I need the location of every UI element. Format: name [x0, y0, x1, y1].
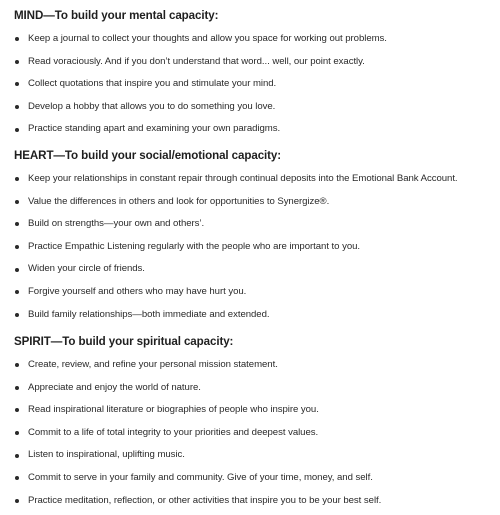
bullet-icon: [15, 268, 19, 272]
list-item-text: Build family relationships—both immediate and extended.: [28, 308, 270, 320]
list-item-text: Read voraciously. And if you don’t understand that word... well, our point exactly.: [28, 55, 365, 67]
list-item: [14, 467, 494, 490]
bullet-icon: [15, 60, 19, 64]
list-item-text: Practice meditation, reflection, or other activities that inspire you to be your best self.: [28, 494, 382, 506]
list-item-text: Practice Empathic Listening regularly with the people who are important to you.: [28, 240, 361, 252]
list-item: [14, 191, 494, 214]
bullet-icon: [15, 408, 19, 412]
list-item: [14, 490, 494, 513]
bullet-icon: [15, 128, 19, 132]
bullet-list-mind: [14, 28, 494, 141]
section-mind: [14, 8, 494, 141]
bullet-icon: [15, 476, 19, 480]
list-item-text: Collect quotations that inspire you and stimulate your mind.: [28, 78, 277, 90]
list-item: [14, 444, 494, 467]
bullet-icon: [15, 105, 19, 109]
bullet-icon: [15, 313, 19, 317]
list-item-text: Build on strengths—your own and others’.: [28, 218, 205, 230]
list-item: [14, 236, 494, 259]
list-item-text: Read inspirational literature or biographies of people who inspire you.: [28, 404, 319, 416]
list-item-text: Listen to inspirational, uplifting music.: [28, 449, 185, 461]
list-item: [14, 73, 494, 96]
list-item-text: Appreciate and enjoy the world of nature.: [28, 381, 201, 393]
bullet-icon: [15, 37, 19, 41]
section-heading-heart: HEART—To build your social/emotional capacity:: [14, 149, 282, 162]
list-item-text: Keep your relationships in constant repair through continual deposits into the Emotional Bank Account.: [28, 173, 458, 184]
list-item-text: Commit to a life of total integrity to your priorities and deepest values.: [28, 426, 319, 438]
section-heading-mind: MIND—To build your mental capacity:: [14, 9, 219, 22]
bullet-icon: [15, 290, 19, 294]
section-spirit: [14, 334, 494, 512]
bullet-icon: [15, 245, 19, 249]
list-item: [14, 304, 494, 327]
bullet-icon: [15, 431, 19, 435]
list-item-text: Create, review, and refine your personal mission statement.: [28, 359, 278, 370]
bullet-icon: [15, 82, 19, 86]
section-heart: [14, 148, 494, 326]
list-item-text: Value the differences in others and look for opportunities to Synergize®.: [28, 195, 330, 207]
list-item: [14, 213, 494, 236]
list-item-text: Forgive yourself and others who may have hurt you.: [28, 285, 247, 297]
bullet-list-heart: [14, 168, 494, 326]
list-item: [14, 28, 494, 51]
bullet-icon: [15, 177, 19, 181]
list-item-text: Commit to serve in your family and community. Give of your time, money, and self.: [28, 471, 373, 483]
bullet-icon: [15, 200, 19, 204]
bullet-icon: [15, 386, 19, 390]
list-item: [14, 51, 494, 74]
bullet-icon: [15, 363, 19, 367]
bullet-icon: [15, 222, 19, 226]
list-item: [14, 377, 494, 400]
list-item-text: Develop a hobby that allows you to do something you love.: [28, 100, 276, 112]
bullet-icon: [15, 499, 19, 503]
list-item: [14, 354, 494, 377]
list-item-text: Widen your circle of friends.: [28, 263, 145, 275]
list-item: [14, 258, 494, 281]
list-item: [14, 399, 494, 422]
list-item-text: Keep a journal to collect your thoughts and allow you space for working out problems.: [28, 33, 387, 44]
list-item: [14, 118, 494, 141]
list-item-text: Practice standing apart and examining your own paradigms.: [28, 123, 281, 135]
bullet-list-spirit: [14, 354, 494, 512]
list-item: [14, 168, 494, 191]
list-item: [14, 96, 494, 119]
list-item: [14, 422, 494, 445]
bullet-icon: [15, 454, 19, 458]
section-heading-spirit: SPIRIT—To build your spiritual capacity:: [14, 335, 234, 348]
list-item: [14, 281, 494, 304]
